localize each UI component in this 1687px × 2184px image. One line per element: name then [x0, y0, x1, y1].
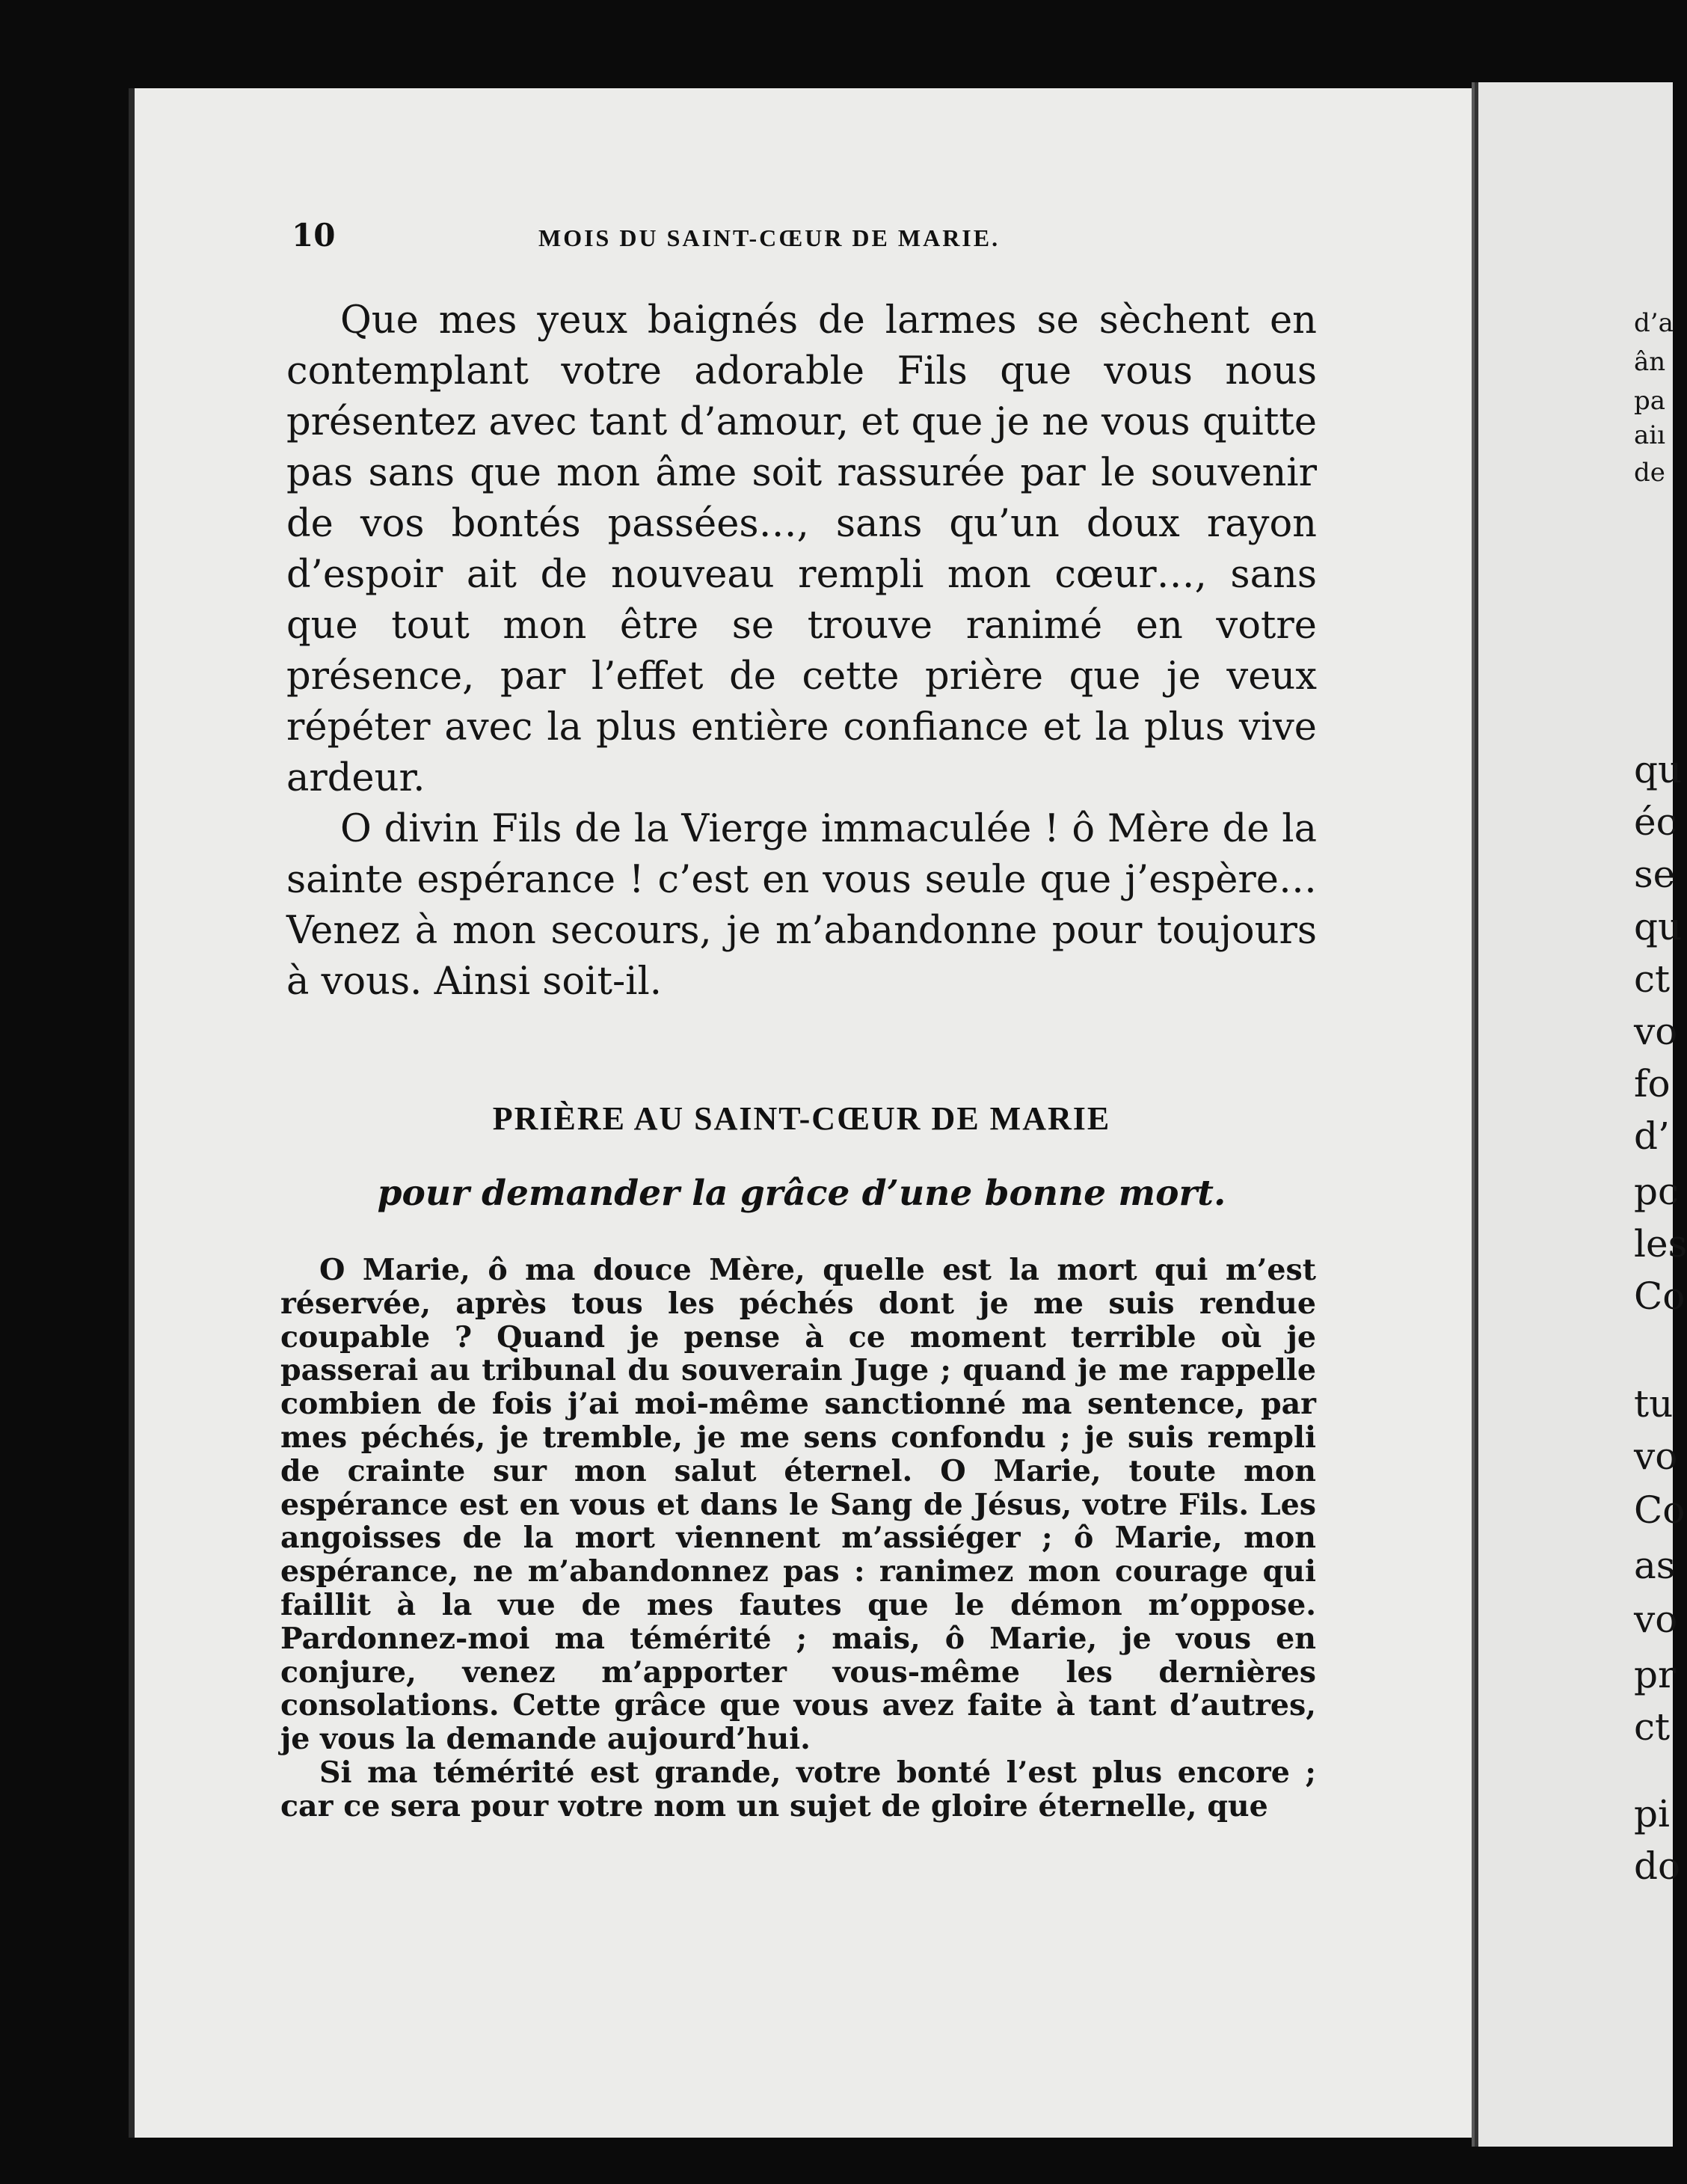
facing-page-fragment: d’ [1634, 1114, 1670, 1158]
facing-page-fragment: de [1634, 458, 1665, 488]
facing-page-fragment: éc [1634, 800, 1677, 844]
paragraph: Que mes yeux baignés de larmes se sèchent en contemplant votre adorable Fils que vous nous présentez avec tant d’amour, et que je ne vous quitte pas sans que mon âme soit rassurée par le souvenir de vos bontés passées…, sans qu’un doux rayon d’espoir ait de nouveau rempli mon cœur…, sans que tout mon être se trouve ranimé en votre présence, par l’effet de cette prière que je veux répéter avec la plus entière confiance et la plus vive ardeur. [286, 298, 1317, 800]
facing-page-fragment: les [1634, 1222, 1687, 1266]
facing-page-fragment: tu [1634, 1382, 1674, 1426]
page-number: 10 [292, 217, 336, 254]
facing-page-fragment: aiı [1634, 420, 1666, 450]
paragraph: O Marie, ô ma douce Mère, quelle est la mort qui m’est réservée, après tous les péchés dont je me suis rendue coupable ? Quand je pense à ce moment terrible où je passerai au tribunal du souverain Juge ; quand je me rappelle combien de fois j’ai moi-même sanctionné ma sentence, par mes péchés, je tremble, je me sens confondu ; je suis rempli de crainte sur mon salut éternel. O Marie, toute mon espérance est en vous et dans le Sang de Jésus, votre Fils. Les angoisses de la mort viennent m’assiéger ; ô Marie, mon espérance, ne m’abandonnez pas : ranimez mon courage qui faillit à la vue de mes fautes que le démon m’oppose. Pardonnez-moi ma témérité ; mais, ô Marie, je vous en conjure, venez m’apporter vous-même les dernières consolations. Cette grâce que vous avez faite à tant d’autres, je vous la demande aujourd’hui. [280, 1253, 1316, 1757]
running-head: MOIS DU SAINT-CŒUR DE MARIE. [538, 224, 1001, 251]
facing-page-fragment: vo [1634, 1598, 1678, 1641]
prayer-heading: PRIÈRE AU SAINT-CŒUR DE MARIE [492, 1100, 1111, 1137]
facing-page-fragment: pa [1634, 386, 1666, 416]
facing-page-fragment: as [1634, 1544, 1676, 1587]
facing-page-fragment: Co [1634, 1274, 1686, 1318]
facing-page-fragment: do [1634, 1844, 1681, 1888]
facing-page-fragment: se [1634, 853, 1676, 896]
paragraph: O divin Fils de la Vierge immaculée ! ô Mère de la sainte espérance ! c’est en vous seule que j’espère… Venez à mon secours, je m’abandonne pour toujours à vous. Ainsi soit-il. [286, 807, 1317, 1004]
facing-page-fragment: ct [1634, 1705, 1671, 1749]
facing-page-fragment: ân [1634, 347, 1666, 377]
facing-page-fragment: vo [1634, 1435, 1678, 1478]
facing-page-fragment: ct [1634, 957, 1671, 1001]
facing-page-fragment: d’a [1634, 308, 1674, 338]
facing-page-fragment: qu [1634, 748, 1683, 791]
facing-page-fragment: vo [1634, 1010, 1678, 1053]
prayer-text [280, 1254, 1316, 1823]
facing-page-fragment: fo [1634, 1062, 1671, 1105]
facing-page-fragment: qu [1634, 905, 1683, 948]
prayer-subtitle: pour demander la grâce d’une bonne mort. [377, 1173, 1226, 1214]
facing-page-fragment: pr [1634, 1653, 1676, 1696]
paragraph: Si ma témérité est grande, votre bonté l’est plus encore ; car ce sera pour votre nom un sujet de gloire éternelle, que [280, 1755, 1316, 1823]
facing-page-fragment: Co [1634, 1488, 1686, 1532]
main-text [286, 295, 1317, 1007]
facing-page-fragment: pi [1634, 1792, 1670, 1835]
facing-page-fragment: pc [1634, 1170, 1680, 1213]
